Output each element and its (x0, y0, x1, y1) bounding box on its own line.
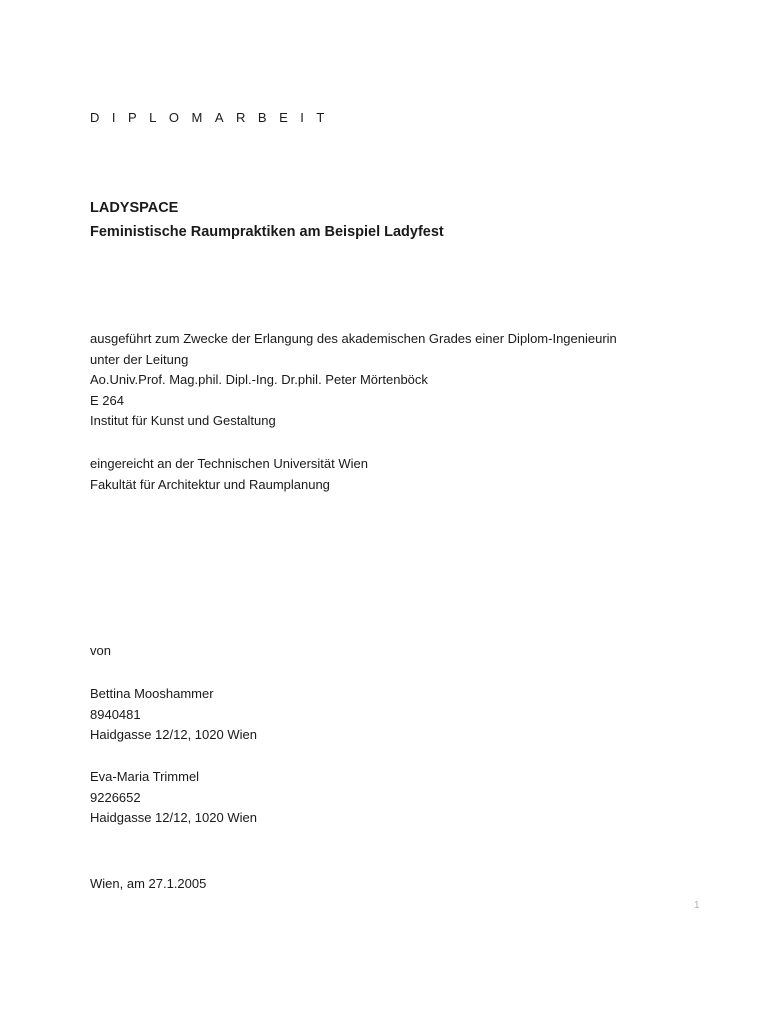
university-line: eingereicht an der Technischen Universität Wien (90, 456, 368, 471)
author-block (90, 684, 257, 746)
purpose-block (90, 329, 617, 432)
place-date-line: Wien, am 27.1.2005 (90, 876, 207, 891)
purpose-line: unter der Leitung (90, 351, 189, 367)
author-name: Eva-Maria Trimmel (90, 769, 200, 784)
submitted-block (90, 454, 368, 495)
purpose-line: ausgeführt zum Zwecke der Erlangung des akademischen Grades einer Diplom-Ingenieurin (90, 331, 617, 346)
title-block (90, 196, 444, 244)
von-block (90, 641, 111, 662)
thesis-title: LADYSPACE (90, 200, 179, 216)
von-label: von (90, 643, 111, 658)
author-block (90, 767, 257, 829)
thesis-subtitle: Feministische Raumpraktiken am Beispiel Ladyfest (90, 224, 444, 240)
institute-name-line: Institut für Kunst und Gestaltung (90, 413, 276, 428)
institute-code-line: E 264 (90, 392, 124, 408)
author-address: Haidgasse 12/12, 1020 Wien (90, 727, 257, 742)
author-address: Haidgasse 12/12, 1020 Wien (90, 810, 257, 825)
page-number: 1 (694, 900, 700, 911)
supervisor-line: Ao.Univ.Prof. Mag.phil. Dipl.-Ing. Dr.phil. Peter Mörtenböck (90, 372, 428, 387)
date-block (90, 874, 206, 895)
author-name: Bettina Mooshammer (90, 686, 214, 701)
faculty-line: Fakultät für Architektur und Raumplanung (90, 476, 330, 492)
author-student-id: 9226652 (90, 789, 141, 805)
author-student-id: 8940481 (90, 706, 141, 722)
document-type-label: DIPLOMARBEIT (90, 110, 337, 125)
